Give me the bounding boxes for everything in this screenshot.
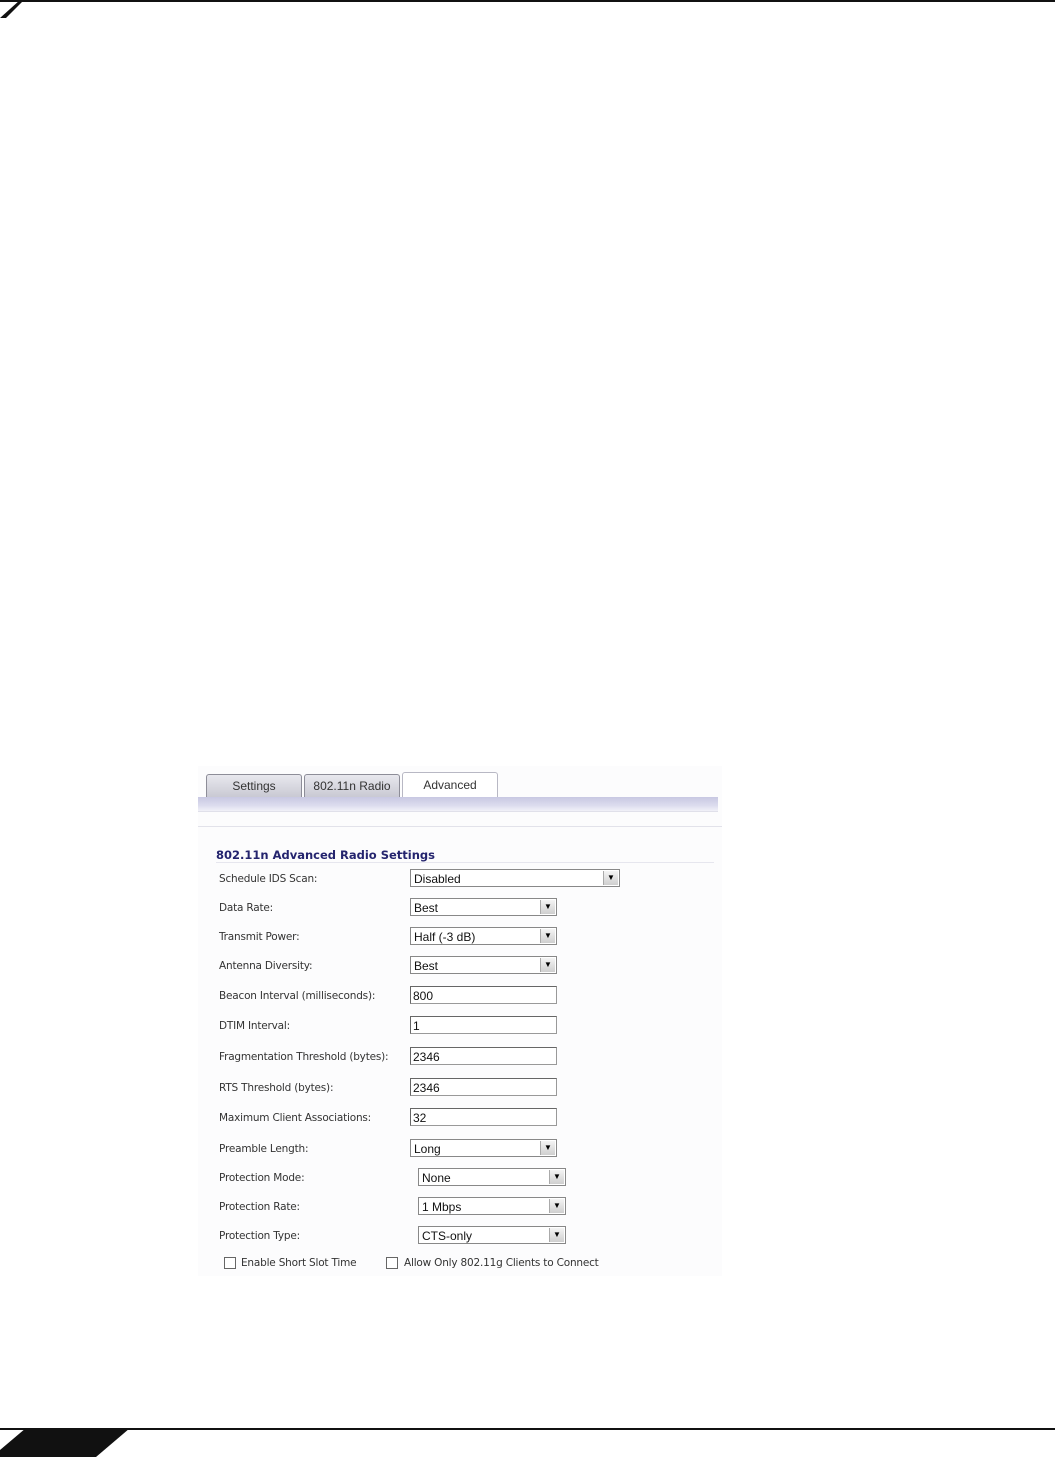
short-slot-time-checkbox[interactable] [224,1257,236,1269]
dtim-interval-label: DTIM Interval: [219,1020,290,1032]
top-rule [0,0,1055,2]
section-title: 802.11n Advanced Radio Settings [216,848,435,862]
schedule-ids-scan-select[interactable] [410,869,620,887]
tab-advanced[interactable]: Advanced [402,772,498,797]
chevron-down-icon: ▼ [549,1228,564,1242]
protection-mode-label: Protection Mode: [219,1172,305,1184]
preamble-length-value: Long [414,1142,441,1156]
fragmentation-threshold-input[interactable] [410,1047,557,1065]
chevron-down-icon: ▼ [540,929,555,943]
schedule-ids-scan-label: Schedule IDS Scan: [219,873,318,885]
data-rate-select[interactable] [410,898,557,916]
row-antenna-diversity [198,956,722,978]
row-protection-rate [198,1197,722,1219]
row-fragmentation-threshold [198,1047,722,1069]
rts-threshold-input[interactable] [410,1078,557,1096]
antenna-diversity-value: Best [414,959,439,973]
preamble-length-select[interactable] [410,1139,557,1157]
row-max-client-associations [198,1108,722,1130]
tab-strip [198,797,718,812]
protection-rate-select[interactable] [418,1197,566,1215]
tab-strip-divider [198,826,722,827]
row-transmit-power [198,927,722,949]
max-client-associations-label: Maximum Client Associations: [219,1112,372,1124]
dtim-interval-input[interactable] [410,1016,557,1034]
rts-threshold-value: 2346 [413,1081,440,1095]
row-protection-type [198,1226,722,1248]
row-protection-mode [198,1168,722,1190]
transmit-power-label: Transmit Power: [219,931,300,943]
protection-mode-value: None [422,1171,451,1185]
protection-type-select[interactable] [418,1226,566,1244]
chevron-down-icon: ▼ [549,1170,564,1184]
protection-rate-value: 1 Mbps [422,1200,462,1214]
checkbox-row [198,1256,722,1272]
tab-bar [206,774,500,798]
max-client-associations-value: 32 [413,1111,427,1125]
beacon-interval-value: 800 [413,989,434,1003]
transmit-power-value: Half (-3 dB) [414,930,476,944]
row-rts-threshold [198,1078,722,1100]
chevron-down-icon: ▼ [540,900,555,914]
schedule-ids-scan-value: Disabled [414,872,461,886]
chevron-down-icon: ▼ [549,1199,564,1213]
tab-settings[interactable]: Settings [206,774,302,797]
only-80211g-checkbox[interactable] [386,1257,398,1269]
antenna-diversity-select[interactable] [410,956,557,974]
transmit-power-select[interactable] [410,927,557,945]
beacon-interval-input[interactable] [410,986,557,1004]
short-slot-time-label: Enable Short Slot Time [241,1257,357,1269]
fragmentation-threshold-label: Fragmentation Threshold (bytes): [219,1051,389,1063]
rts-threshold-label: RTS Threshold (bytes): [219,1082,334,1094]
page-number-tab [0,1428,130,1457]
max-client-associations-input[interactable] [410,1108,557,1126]
protection-type-label: Protection Type: [219,1230,300,1242]
chevron-down-icon: ▼ [603,871,618,885]
protection-mode-select[interactable] [418,1168,566,1186]
row-preamble-length [198,1139,722,1161]
fragmentation-threshold-value: 2346 [413,1050,440,1064]
row-data-rate [198,898,722,920]
tab-802-11n-radio[interactable]: 802.11n Radio [304,774,400,797]
preamble-length-label: Preamble Length: [219,1143,309,1155]
beacon-interval-label: Beacon Interval (milliseconds): [219,990,376,1002]
section-divider [216,862,714,863]
chevron-down-icon: ▼ [540,1141,555,1155]
bottom-rule [0,1428,1055,1430]
only-80211g-label: Allow Only 802.11g Clients to Connect [404,1257,599,1269]
protection-type-value: CTS-only [422,1229,473,1243]
data-rate-label: Data Rate: [219,902,274,914]
protection-rate-label: Protection Rate: [219,1201,300,1213]
antenna-diversity-label: Antenna Diversity: [219,960,313,972]
row-schedule-ids-scan [198,869,722,891]
row-dtim-interval [198,1016,722,1038]
dtim-interval-value: 1 [413,1019,420,1033]
radio-settings-panel [198,766,722,1276]
chevron-down-icon: ▼ [540,958,555,972]
row-beacon-interval [198,986,722,1008]
top-corner-mark [0,0,40,18]
data-rate-value: Best [414,901,439,915]
